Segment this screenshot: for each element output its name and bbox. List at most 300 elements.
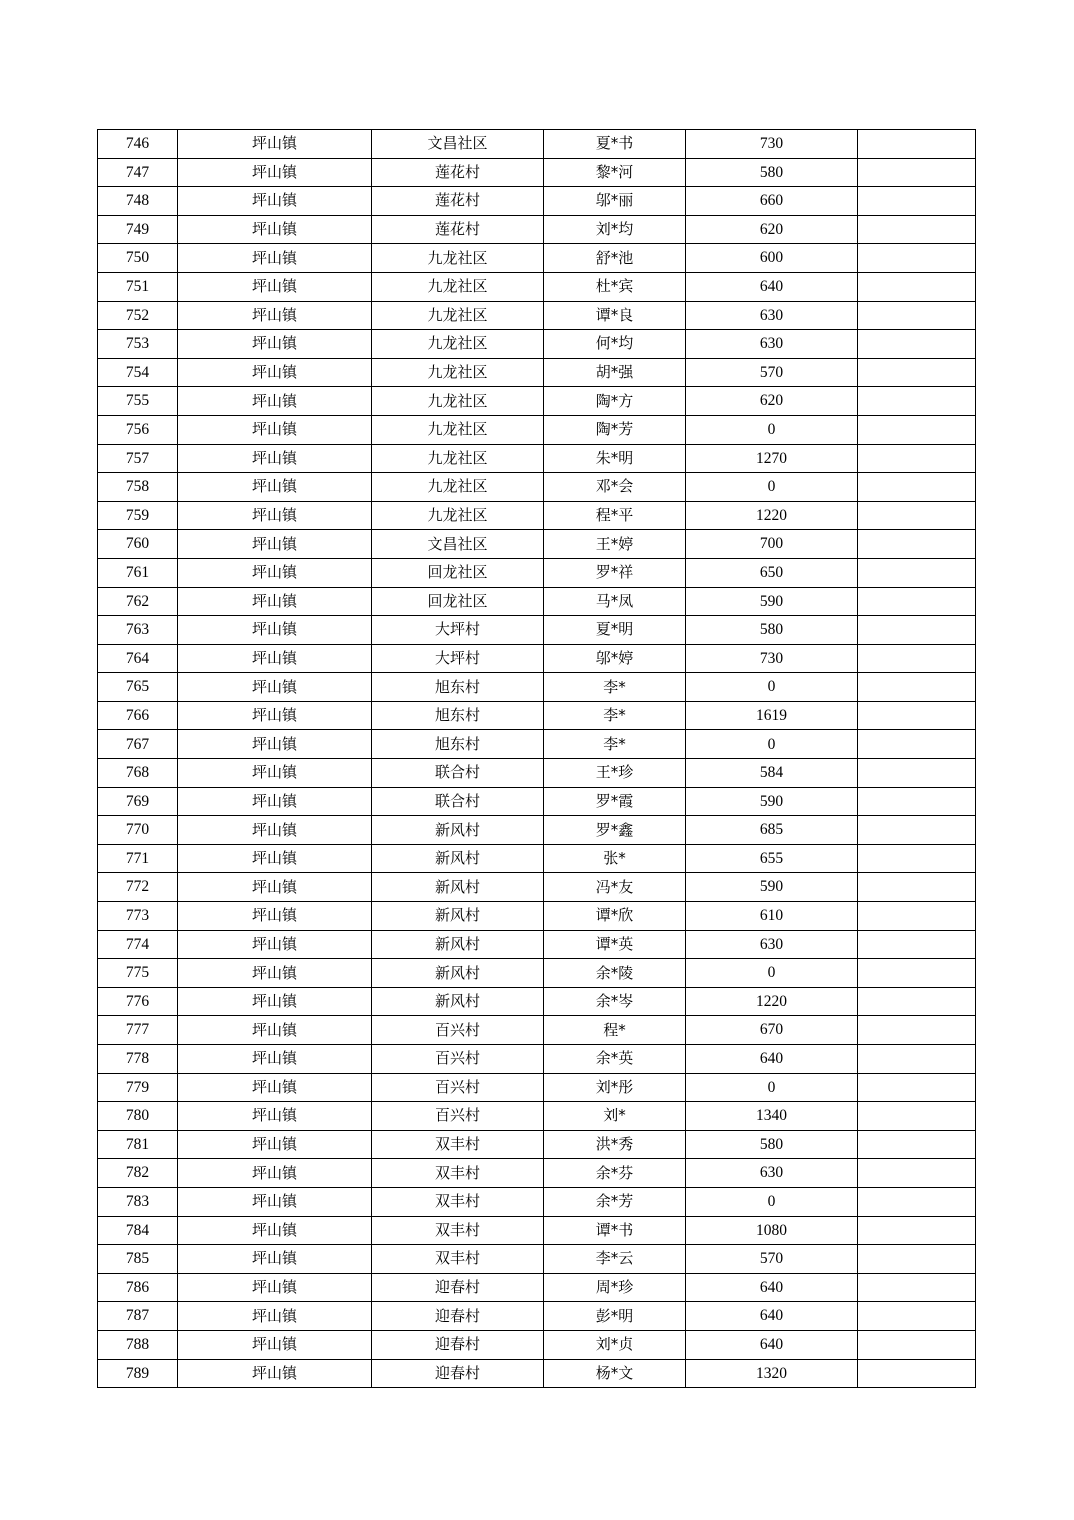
serial-number-cell: 759 xyxy=(98,501,178,530)
name-cell: 刘*贞 xyxy=(544,1330,686,1359)
amount-cell: 0 xyxy=(686,1073,858,1102)
serial-number-cell: 756 xyxy=(98,415,178,444)
town-cell: 坪山镇 xyxy=(178,1102,372,1131)
table-row xyxy=(98,1130,976,1159)
table-row xyxy=(98,873,976,902)
table-row xyxy=(98,187,976,216)
table-row xyxy=(98,673,976,702)
table-row xyxy=(98,959,976,988)
amount-cell: 655 xyxy=(686,844,858,873)
table-row xyxy=(98,1216,976,1245)
table-row xyxy=(98,1073,976,1102)
amount-cell: 640 xyxy=(686,1045,858,1074)
amount-cell: 630 xyxy=(686,1159,858,1188)
village-cell: 双丰村 xyxy=(372,1216,544,1245)
village-cell: 新风村 xyxy=(372,902,544,931)
village-cell: 百兴村 xyxy=(372,1016,544,1045)
town-cell: 坪山镇 xyxy=(178,501,372,530)
amount-cell: 0 xyxy=(686,1187,858,1216)
village-cell: 九龙社区 xyxy=(372,387,544,416)
town-cell: 坪山镇 xyxy=(178,787,372,816)
village-cell: 双丰村 xyxy=(372,1187,544,1216)
town-cell: 坪山镇 xyxy=(178,902,372,931)
town-cell: 坪山镇 xyxy=(178,1302,372,1331)
name-cell: 陶*方 xyxy=(544,387,686,416)
name-cell: 程*平 xyxy=(544,501,686,530)
table-row xyxy=(98,730,976,759)
village-cell: 九龙社区 xyxy=(372,501,544,530)
table-row xyxy=(98,1245,976,1274)
table-row xyxy=(98,130,976,159)
amount-cell: 600 xyxy=(686,244,858,273)
serial-number-cell: 760 xyxy=(98,530,178,559)
name-cell: 谭*良 xyxy=(544,301,686,330)
amount-cell: 660 xyxy=(686,187,858,216)
table-row xyxy=(98,587,976,616)
serial-number-cell: 788 xyxy=(98,1330,178,1359)
serial-number-cell: 769 xyxy=(98,787,178,816)
table-row xyxy=(98,330,976,359)
serial-number-cell: 754 xyxy=(98,358,178,387)
name-cell: 余*芳 xyxy=(544,1187,686,1216)
town-cell: 坪山镇 xyxy=(178,558,372,587)
table-row xyxy=(98,844,976,873)
village-cell: 九龙社区 xyxy=(372,301,544,330)
remark-cell xyxy=(858,1130,976,1159)
remark-cell xyxy=(858,730,976,759)
serial-number-cell: 768 xyxy=(98,759,178,788)
serial-number-cell: 749 xyxy=(98,215,178,244)
name-cell: 张* xyxy=(544,844,686,873)
amount-cell: 610 xyxy=(686,902,858,931)
town-cell: 坪山镇 xyxy=(178,1216,372,1245)
village-cell: 文昌社区 xyxy=(372,530,544,559)
name-cell: 马*凤 xyxy=(544,587,686,616)
town-cell: 坪山镇 xyxy=(178,616,372,645)
town-cell: 坪山镇 xyxy=(178,1187,372,1216)
table-row xyxy=(98,1359,976,1388)
serial-number-cell: 751 xyxy=(98,272,178,301)
town-cell: 坪山镇 xyxy=(178,130,372,159)
town-cell: 坪山镇 xyxy=(178,1073,372,1102)
serial-number-cell: 783 xyxy=(98,1187,178,1216)
name-cell: 刘* xyxy=(544,1102,686,1131)
village-cell: 双丰村 xyxy=(372,1159,544,1188)
serial-number-cell: 773 xyxy=(98,902,178,931)
town-cell: 坪山镇 xyxy=(178,1359,372,1388)
remark-cell xyxy=(858,787,976,816)
village-cell: 旭东村 xyxy=(372,673,544,702)
name-cell: 胡*强 xyxy=(544,358,686,387)
town-cell: 坪山镇 xyxy=(178,272,372,301)
remark-cell xyxy=(858,759,976,788)
serial-number-cell: 763 xyxy=(98,616,178,645)
village-cell: 联合村 xyxy=(372,759,544,788)
remark-cell xyxy=(858,587,976,616)
amount-cell: 670 xyxy=(686,1016,858,1045)
village-cell: 百兴村 xyxy=(372,1102,544,1131)
name-cell: 杜*宾 xyxy=(544,272,686,301)
village-cell: 回龙社区 xyxy=(372,587,544,616)
name-cell: 余*芬 xyxy=(544,1159,686,1188)
amount-cell: 1220 xyxy=(686,501,858,530)
remark-cell xyxy=(858,444,976,473)
village-cell: 莲花村 xyxy=(372,215,544,244)
name-cell: 罗*霞 xyxy=(544,787,686,816)
name-cell: 余*英 xyxy=(544,1045,686,1074)
village-cell: 九龙社区 xyxy=(372,330,544,359)
amount-cell: 0 xyxy=(686,415,858,444)
remark-cell xyxy=(858,1045,976,1074)
serial-number-cell: 772 xyxy=(98,873,178,902)
amount-cell: 590 xyxy=(686,587,858,616)
name-cell: 周*珍 xyxy=(544,1273,686,1302)
table-row xyxy=(98,158,976,187)
remark-cell xyxy=(858,1016,976,1045)
amount-cell: 640 xyxy=(686,1330,858,1359)
table-row xyxy=(98,358,976,387)
table-row xyxy=(98,530,976,559)
serial-number-cell: 766 xyxy=(98,701,178,730)
town-cell: 坪山镇 xyxy=(178,987,372,1016)
town-cell: 坪山镇 xyxy=(178,730,372,759)
remark-cell xyxy=(858,501,976,530)
town-cell: 坪山镇 xyxy=(178,1245,372,1274)
amount-cell: 730 xyxy=(686,130,858,159)
name-cell: 谭*欣 xyxy=(544,902,686,931)
amount-cell: 640 xyxy=(686,272,858,301)
name-cell: 罗*鑫 xyxy=(544,816,686,845)
name-cell: 黎*河 xyxy=(544,158,686,187)
village-cell: 九龙社区 xyxy=(372,272,544,301)
remark-cell xyxy=(858,473,976,502)
village-cell: 迎春村 xyxy=(372,1273,544,1302)
amount-cell: 1340 xyxy=(686,1102,858,1131)
table-row xyxy=(98,415,976,444)
amount-cell: 1619 xyxy=(686,701,858,730)
serial-number-cell: 782 xyxy=(98,1159,178,1188)
village-cell: 九龙社区 xyxy=(372,444,544,473)
name-cell: 冯*友 xyxy=(544,873,686,902)
serial-number-cell: 780 xyxy=(98,1102,178,1131)
name-cell: 李* xyxy=(544,673,686,702)
remark-cell xyxy=(858,844,976,873)
remark-cell xyxy=(858,387,976,416)
name-cell: 谭*书 xyxy=(544,1216,686,1245)
serial-number-cell: 785 xyxy=(98,1245,178,1274)
remark-cell xyxy=(858,187,976,216)
name-cell: 余*岑 xyxy=(544,987,686,1016)
name-cell: 舒*池 xyxy=(544,244,686,273)
table-row xyxy=(98,558,976,587)
table-row xyxy=(98,987,976,1016)
serial-number-cell: 757 xyxy=(98,444,178,473)
name-cell: 邬*婷 xyxy=(544,644,686,673)
village-cell: 双丰村 xyxy=(372,1130,544,1159)
serial-number-cell: 761 xyxy=(98,558,178,587)
village-cell: 莲花村 xyxy=(372,187,544,216)
village-cell: 旭东村 xyxy=(372,730,544,759)
serial-number-cell: 771 xyxy=(98,844,178,873)
name-cell: 程* xyxy=(544,1016,686,1045)
town-cell: 坪山镇 xyxy=(178,415,372,444)
table-row xyxy=(98,1302,976,1331)
table-row xyxy=(98,1102,976,1131)
amount-cell: 580 xyxy=(686,158,858,187)
town-cell: 坪山镇 xyxy=(178,644,372,673)
town-cell: 坪山镇 xyxy=(178,530,372,559)
table-row xyxy=(98,272,976,301)
town-cell: 坪山镇 xyxy=(178,759,372,788)
name-cell: 洪*秀 xyxy=(544,1130,686,1159)
table-row xyxy=(98,473,976,502)
village-cell: 迎春村 xyxy=(372,1330,544,1359)
village-cell: 九龙社区 xyxy=(372,415,544,444)
amount-cell: 700 xyxy=(686,530,858,559)
village-cell: 大坪村 xyxy=(372,644,544,673)
town-cell: 坪山镇 xyxy=(178,301,372,330)
serial-number-cell: 770 xyxy=(98,816,178,845)
table-row xyxy=(98,1159,976,1188)
name-cell: 王*珍 xyxy=(544,759,686,788)
town-cell: 坪山镇 xyxy=(178,701,372,730)
remark-cell xyxy=(858,1187,976,1216)
amount-cell: 570 xyxy=(686,1245,858,1274)
table-row xyxy=(98,501,976,530)
town-cell: 坪山镇 xyxy=(178,1016,372,1045)
remark-cell xyxy=(858,930,976,959)
town-cell: 坪山镇 xyxy=(178,187,372,216)
table-row xyxy=(98,244,976,273)
remark-cell xyxy=(858,1159,976,1188)
town-cell: 坪山镇 xyxy=(178,1130,372,1159)
town-cell: 坪山镇 xyxy=(178,215,372,244)
amount-cell: 590 xyxy=(686,787,858,816)
amount-cell: 640 xyxy=(686,1302,858,1331)
amount-cell: 0 xyxy=(686,673,858,702)
name-cell: 李* xyxy=(544,730,686,759)
amount-cell: 620 xyxy=(686,215,858,244)
remark-cell xyxy=(858,158,976,187)
serial-number-cell: 776 xyxy=(98,987,178,1016)
name-cell: 余*陵 xyxy=(544,959,686,988)
village-cell: 回龙社区 xyxy=(372,558,544,587)
name-cell: 何*均 xyxy=(544,330,686,359)
town-cell: 坪山镇 xyxy=(178,244,372,273)
data-table xyxy=(97,129,976,1388)
village-cell: 迎春村 xyxy=(372,1359,544,1388)
village-cell: 联合村 xyxy=(372,787,544,816)
town-cell: 坪山镇 xyxy=(178,930,372,959)
table-row xyxy=(98,930,976,959)
serial-number-cell: 775 xyxy=(98,959,178,988)
name-cell: 王*婷 xyxy=(544,530,686,559)
town-cell: 坪山镇 xyxy=(178,959,372,988)
amount-cell: 640 xyxy=(686,1273,858,1302)
town-cell: 坪山镇 xyxy=(178,816,372,845)
name-cell: 李* xyxy=(544,701,686,730)
serial-number-cell: 767 xyxy=(98,730,178,759)
amount-cell: 1270 xyxy=(686,444,858,473)
remark-cell xyxy=(858,1330,976,1359)
remark-cell xyxy=(858,673,976,702)
remark-cell xyxy=(858,244,976,273)
name-cell: 邓*会 xyxy=(544,473,686,502)
village-cell: 百兴村 xyxy=(372,1073,544,1102)
name-cell: 邬*丽 xyxy=(544,187,686,216)
town-cell: 坪山镇 xyxy=(178,844,372,873)
village-cell: 文昌社区 xyxy=(372,130,544,159)
amount-cell: 630 xyxy=(686,301,858,330)
amount-cell: 630 xyxy=(686,330,858,359)
village-cell: 旭东村 xyxy=(372,701,544,730)
remark-cell xyxy=(858,358,976,387)
serial-number-cell: 779 xyxy=(98,1073,178,1102)
name-cell: 夏*书 xyxy=(544,130,686,159)
table-row xyxy=(98,816,976,845)
serial-number-cell: 787 xyxy=(98,1302,178,1331)
remark-cell xyxy=(858,959,976,988)
table-row xyxy=(98,616,976,645)
table-row xyxy=(98,644,976,673)
serial-number-cell: 778 xyxy=(98,1045,178,1074)
name-cell: 彭*明 xyxy=(544,1302,686,1331)
serial-number-cell: 755 xyxy=(98,387,178,416)
remark-cell xyxy=(858,644,976,673)
amount-cell: 1320 xyxy=(686,1359,858,1388)
remark-cell xyxy=(858,1302,976,1331)
remark-cell xyxy=(858,1245,976,1274)
village-cell: 新风村 xyxy=(372,816,544,845)
remark-cell xyxy=(858,816,976,845)
amount-cell: 580 xyxy=(686,616,858,645)
remark-cell xyxy=(858,1102,976,1131)
town-cell: 坪山镇 xyxy=(178,673,372,702)
village-cell: 新风村 xyxy=(372,873,544,902)
serial-number-cell: 786 xyxy=(98,1273,178,1302)
table-row xyxy=(98,701,976,730)
amount-cell: 685 xyxy=(686,816,858,845)
amount-cell: 580 xyxy=(686,1130,858,1159)
amount-cell: 0 xyxy=(686,730,858,759)
town-cell: 坪山镇 xyxy=(178,1330,372,1359)
amount-cell: 730 xyxy=(686,644,858,673)
serial-number-cell: 752 xyxy=(98,301,178,330)
village-cell: 双丰村 xyxy=(372,1245,544,1274)
village-cell: 大坪村 xyxy=(372,616,544,645)
table-row xyxy=(98,387,976,416)
serial-number-cell: 747 xyxy=(98,158,178,187)
town-cell: 坪山镇 xyxy=(178,330,372,359)
serial-number-cell: 774 xyxy=(98,930,178,959)
table-body xyxy=(98,130,976,1388)
remark-cell xyxy=(858,558,976,587)
remark-cell xyxy=(858,1216,976,1245)
village-cell: 九龙社区 xyxy=(372,244,544,273)
remark-cell xyxy=(858,215,976,244)
town-cell: 坪山镇 xyxy=(178,473,372,502)
amount-cell: 584 xyxy=(686,759,858,788)
serial-number-cell: 750 xyxy=(98,244,178,273)
town-cell: 坪山镇 xyxy=(178,873,372,902)
village-cell: 莲花村 xyxy=(372,158,544,187)
table-row xyxy=(98,1016,976,1045)
table-row xyxy=(98,1273,976,1302)
serial-number-cell: 746 xyxy=(98,130,178,159)
town-cell: 坪山镇 xyxy=(178,1045,372,1074)
remark-cell xyxy=(858,330,976,359)
serial-number-cell: 762 xyxy=(98,587,178,616)
serial-number-cell: 781 xyxy=(98,1130,178,1159)
town-cell: 坪山镇 xyxy=(178,587,372,616)
village-cell: 新风村 xyxy=(372,844,544,873)
remark-cell xyxy=(858,1073,976,1102)
remark-cell xyxy=(858,701,976,730)
serial-number-cell: 753 xyxy=(98,330,178,359)
remark-cell xyxy=(858,415,976,444)
amount-cell: 650 xyxy=(686,558,858,587)
table-row xyxy=(98,787,976,816)
name-cell: 杨*文 xyxy=(544,1359,686,1388)
name-cell: 夏*明 xyxy=(544,616,686,645)
village-cell: 新风村 xyxy=(372,987,544,1016)
remark-cell xyxy=(858,1359,976,1388)
table-row xyxy=(98,444,976,473)
village-cell: 九龙社区 xyxy=(372,473,544,502)
remark-cell xyxy=(858,272,976,301)
town-cell: 坪山镇 xyxy=(178,1273,372,1302)
amount-cell: 1080 xyxy=(686,1216,858,1245)
amount-cell: 630 xyxy=(686,930,858,959)
serial-number-cell: 777 xyxy=(98,1016,178,1045)
table-row xyxy=(98,902,976,931)
village-cell: 百兴村 xyxy=(372,1045,544,1074)
village-cell: 新风村 xyxy=(372,959,544,988)
remark-cell xyxy=(858,987,976,1016)
name-cell: 李*云 xyxy=(544,1245,686,1274)
serial-number-cell: 789 xyxy=(98,1359,178,1388)
remark-cell xyxy=(858,902,976,931)
remark-cell xyxy=(858,616,976,645)
amount-cell: 570 xyxy=(686,358,858,387)
name-cell: 罗*祥 xyxy=(544,558,686,587)
name-cell: 刘*均 xyxy=(544,215,686,244)
serial-number-cell: 784 xyxy=(98,1216,178,1245)
town-cell: 坪山镇 xyxy=(178,1159,372,1188)
village-cell: 新风村 xyxy=(372,930,544,959)
name-cell: 朱*明 xyxy=(544,444,686,473)
town-cell: 坪山镇 xyxy=(178,444,372,473)
serial-number-cell: 748 xyxy=(98,187,178,216)
amount-cell: 620 xyxy=(686,387,858,416)
amount-cell: 590 xyxy=(686,873,858,902)
serial-number-cell: 765 xyxy=(98,673,178,702)
serial-number-cell: 764 xyxy=(98,644,178,673)
name-cell: 谭*英 xyxy=(544,930,686,959)
amount-cell: 0 xyxy=(686,959,858,988)
village-cell: 迎春村 xyxy=(372,1302,544,1331)
remark-cell xyxy=(858,1273,976,1302)
remark-cell xyxy=(858,530,976,559)
name-cell: 刘*彤 xyxy=(544,1073,686,1102)
town-cell: 坪山镇 xyxy=(178,387,372,416)
table-row xyxy=(98,1330,976,1359)
serial-number-cell: 758 xyxy=(98,473,178,502)
amount-cell: 1220 xyxy=(686,987,858,1016)
village-cell: 九龙社区 xyxy=(372,358,544,387)
table-row xyxy=(98,301,976,330)
table-row xyxy=(98,1187,976,1216)
